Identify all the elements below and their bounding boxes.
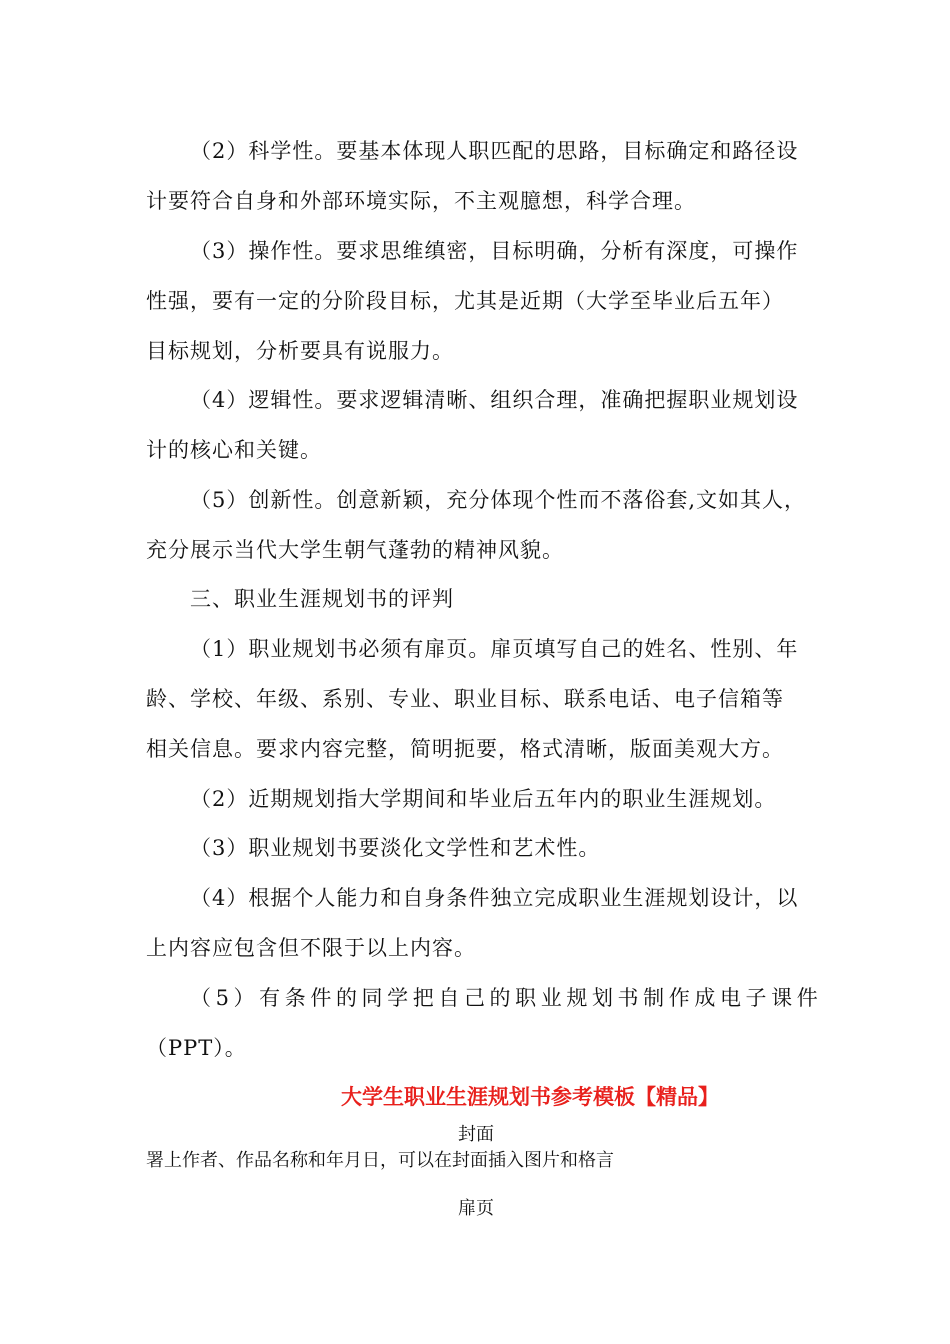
para-line: 计的核心和关键。 [146,438,322,462]
para-line: 性强，要有一定的分阶段目标，尤其是近期（大学至毕业后五年） [146,289,784,313]
template-title: 大学生职业生涯规划书参考模板【精品】 [341,1085,719,1109]
para-line: （5）有条件的同学把自己的职业规划书制作成电子课件 [190,986,823,1010]
para-line: 相关信息。要求内容完整，简明扼要，格式清晰，版面美观大方。 [146,737,784,761]
para-line: （4）根据个人能力和自身条件独立完成职业生涯规划设计，以 [190,886,799,910]
para-line: （3）职业规划书要淡化文学性和艺术性。 [190,836,601,860]
para-line: 上内容应包含但不限于以上内容。 [146,936,476,960]
para-line: （4）逻辑性。要求逻辑清晰、组织合理，准确把握职业规划设 [190,388,799,412]
para-line: （2）近期规划指大学期间和毕业后五年内的职业生涯规划。 [190,787,777,811]
para-line: （2）科学性。要基本体现人职匹配的思路，目标确定和路径设 [190,139,799,163]
section-heading: 三、职业生涯规划书的评判 [190,587,454,611]
cover-heading: 封面 [458,1124,494,1145]
flyleaf-heading: 扉页 [458,1198,494,1219]
para-line: （1）职业规划书必须有扉页。扉页填写自己的姓名、性别、年 [190,637,799,661]
para-line: （5）创新性。创意新颖，充分体现个性而不落俗套,文如其人， [190,488,807,512]
para-line: （PPT）。 [146,1036,247,1060]
para-line: 充分展示当代大学生朝气蓬勃的精神风貌。 [146,538,564,562]
para-line: 目标规划，分析要具有说服力。 [146,339,454,363]
para-line: 龄、学校、年级、系别、专业、职业目标、联系电话、电子信箱等 [146,687,784,711]
para-line: （3）操作性。要求思维缜密，目标明确，分析有深度，可操作 [190,239,799,263]
cover-note: 署上作者、作品名称和年月日，可以在封面插入图片和格言 [146,1150,614,1171]
para-line: 计要符合自身和外部环境实际，不主观臆想，科学合理。 [146,189,696,213]
